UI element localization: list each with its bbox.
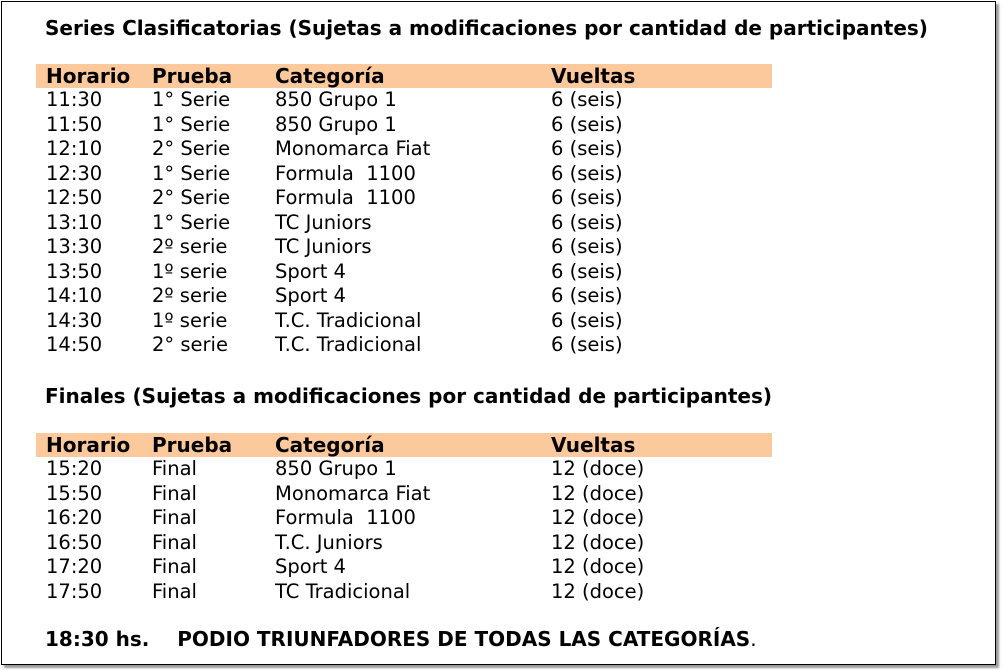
cell-categoria: T.C. Tradicional: [275, 308, 422, 332]
cell-horario: 13:30: [46, 235, 103, 258]
cell-vueltas: 6 (seis): [551, 112, 623, 136]
cell-prueba: 2° Serie: [152, 137, 231, 160]
table-row: [36, 137, 772, 162]
header-horario: Horario: [46, 433, 131, 457]
cell-horario: 17:50: [46, 579, 103, 603]
cell-horario: 16:50: [46, 530, 103, 554]
cell-prueba: 1º serie: [152, 308, 228, 332]
cell-vueltas: 6 (seis): [551, 186, 623, 209]
cell-vueltas: 12 (doce): [551, 555, 645, 578]
cell-horario: 14:10: [46, 284, 103, 307]
cell-vueltas: 12 (doce): [551, 457, 645, 480]
cell-horario: 17:20: [46, 555, 103, 578]
cell-categoria: 850 Grupo 1: [275, 88, 397, 111]
cell-categoria: TC Tradicional: [275, 579, 411, 603]
cell-horario: 12:30: [46, 161, 103, 185]
cell-horario: 13:50: [46, 259, 103, 283]
cell-categoria: Sport 4: [275, 259, 346, 283]
cell-vueltas: 12 (doce): [551, 481, 645, 505]
cell-prueba: Final: [152, 506, 197, 529]
cell-vueltas: 12 (doce): [551, 506, 645, 529]
cell-categoria: Monomarca Fiat: [275, 137, 431, 160]
finales-table: [36, 433, 772, 604]
table-row: [36, 506, 772, 531]
cell-categoria: Formula 1100: [275, 186, 416, 209]
cell-vueltas: 6 (seis): [551, 259, 623, 283]
cell-prueba: Final: [152, 481, 197, 505]
cell-categoria: Formula 1100: [275, 506, 416, 529]
cell-vueltas: 6 (seis): [551, 308, 623, 332]
cell-horario: 12:10: [46, 137, 103, 160]
table-row: [36, 531, 772, 556]
cell-categoria: 850 Grupo 1: [275, 112, 397, 136]
cell-horario: 11:50: [46, 112, 103, 136]
cell-categoria: TC Juniors: [275, 235, 372, 258]
table-row: [36, 88, 772, 113]
cell-horario: 15:20: [46, 457, 103, 480]
cell-horario: 13:10: [46, 210, 103, 234]
cell-categoria: Monomarca Fiat: [275, 481, 431, 505]
podium-period: .: [750, 627, 757, 651]
cell-categoria: Formula 1100: [275, 161, 416, 185]
cell-vueltas: 6 (seis): [551, 333, 623, 356]
header-prueba: Prueba: [152, 64, 233, 88]
header-categoria: Categoría: [275, 64, 385, 88]
podium-time: 18:30 hs.: [45, 627, 150, 651]
series-table: [36, 64, 772, 358]
table-row: [36, 482, 772, 507]
header-vueltas: Vueltas: [551, 433, 636, 457]
cell-horario: 12:50: [46, 186, 103, 209]
cell-vueltas: 6 (seis): [551, 137, 623, 160]
cell-vueltas: 12 (doce): [551, 530, 645, 554]
cell-vueltas: 6 (seis): [551, 235, 623, 258]
table-row: [36, 284, 772, 309]
table-row: [36, 235, 772, 260]
podium-text: PODIO TRIUNFADORES DE TODAS LAS CATEGORÍAS: [177, 627, 751, 651]
cell-prueba: 1° Serie: [152, 161, 231, 185]
cell-prueba: Final: [152, 555, 197, 578]
cell-horario: 14:30: [46, 308, 103, 332]
cell-prueba: Final: [152, 579, 197, 603]
table-row: [36, 260, 772, 285]
finales-title: Finales (Sujetas a modificaciones por cantidad de participantes): [45, 384, 773, 408]
cell-vueltas: 6 (seis): [551, 284, 623, 307]
header-horario: Horario: [46, 64, 131, 88]
cell-categoria: 850 Grupo 1: [275, 457, 397, 480]
cell-vueltas: 6 (seis): [551, 210, 623, 234]
table-row: [36, 211, 772, 236]
cell-prueba: 2º serie: [152, 284, 228, 307]
cell-vueltas: 12 (doce): [551, 579, 645, 603]
cell-categoria: Sport 4: [275, 555, 346, 578]
cell-prueba: 2° serie: [152, 333, 228, 356]
header-vueltas: Vueltas: [551, 64, 636, 88]
cell-prueba: 2° Serie: [152, 186, 231, 209]
cell-horario: 15:50: [46, 481, 103, 505]
cell-prueba: 2º serie: [152, 235, 228, 258]
cell-horario: 16:20: [46, 506, 103, 529]
cell-prueba: Final: [152, 457, 197, 480]
table-row: [36, 186, 772, 211]
table-row: [36, 333, 772, 358]
cell-vueltas: 6 (seis): [551, 88, 623, 111]
series-title: Series Clasificatorias (Sujetas a modificaciones por cantidad de participantes): [45, 16, 928, 40]
header-prueba: Prueba: [152, 433, 233, 457]
podium-footer: [45, 627, 757, 651]
cell-horario: 14:50: [46, 333, 103, 356]
cell-categoria: TC Juniors: [275, 210, 372, 234]
header-categoria: Categoría: [275, 433, 385, 457]
table-row: [36, 555, 772, 580]
table-row: [36, 162, 772, 187]
cell-prueba: 1° Serie: [152, 88, 231, 111]
cell-vueltas: 6 (seis): [551, 161, 623, 185]
cell-prueba: 1° Serie: [152, 210, 231, 234]
cell-prueba: Final: [152, 530, 197, 554]
cell-horario: 11:30: [46, 88, 103, 111]
cell-categoria: T.C. Juniors: [275, 530, 383, 554]
cell-prueba: 1º serie: [152, 259, 228, 283]
table-row: [36, 457, 772, 482]
table-row: [36, 113, 772, 138]
finales-table-header: [36, 433, 772, 457]
cell-categoria: T.C. Tradicional: [275, 333, 422, 356]
cell-categoria: Sport 4: [275, 284, 346, 307]
series-table-header: [36, 64, 772, 88]
table-row: [36, 580, 772, 605]
cell-prueba: 1° Serie: [152, 112, 231, 136]
table-row: [36, 309, 772, 334]
